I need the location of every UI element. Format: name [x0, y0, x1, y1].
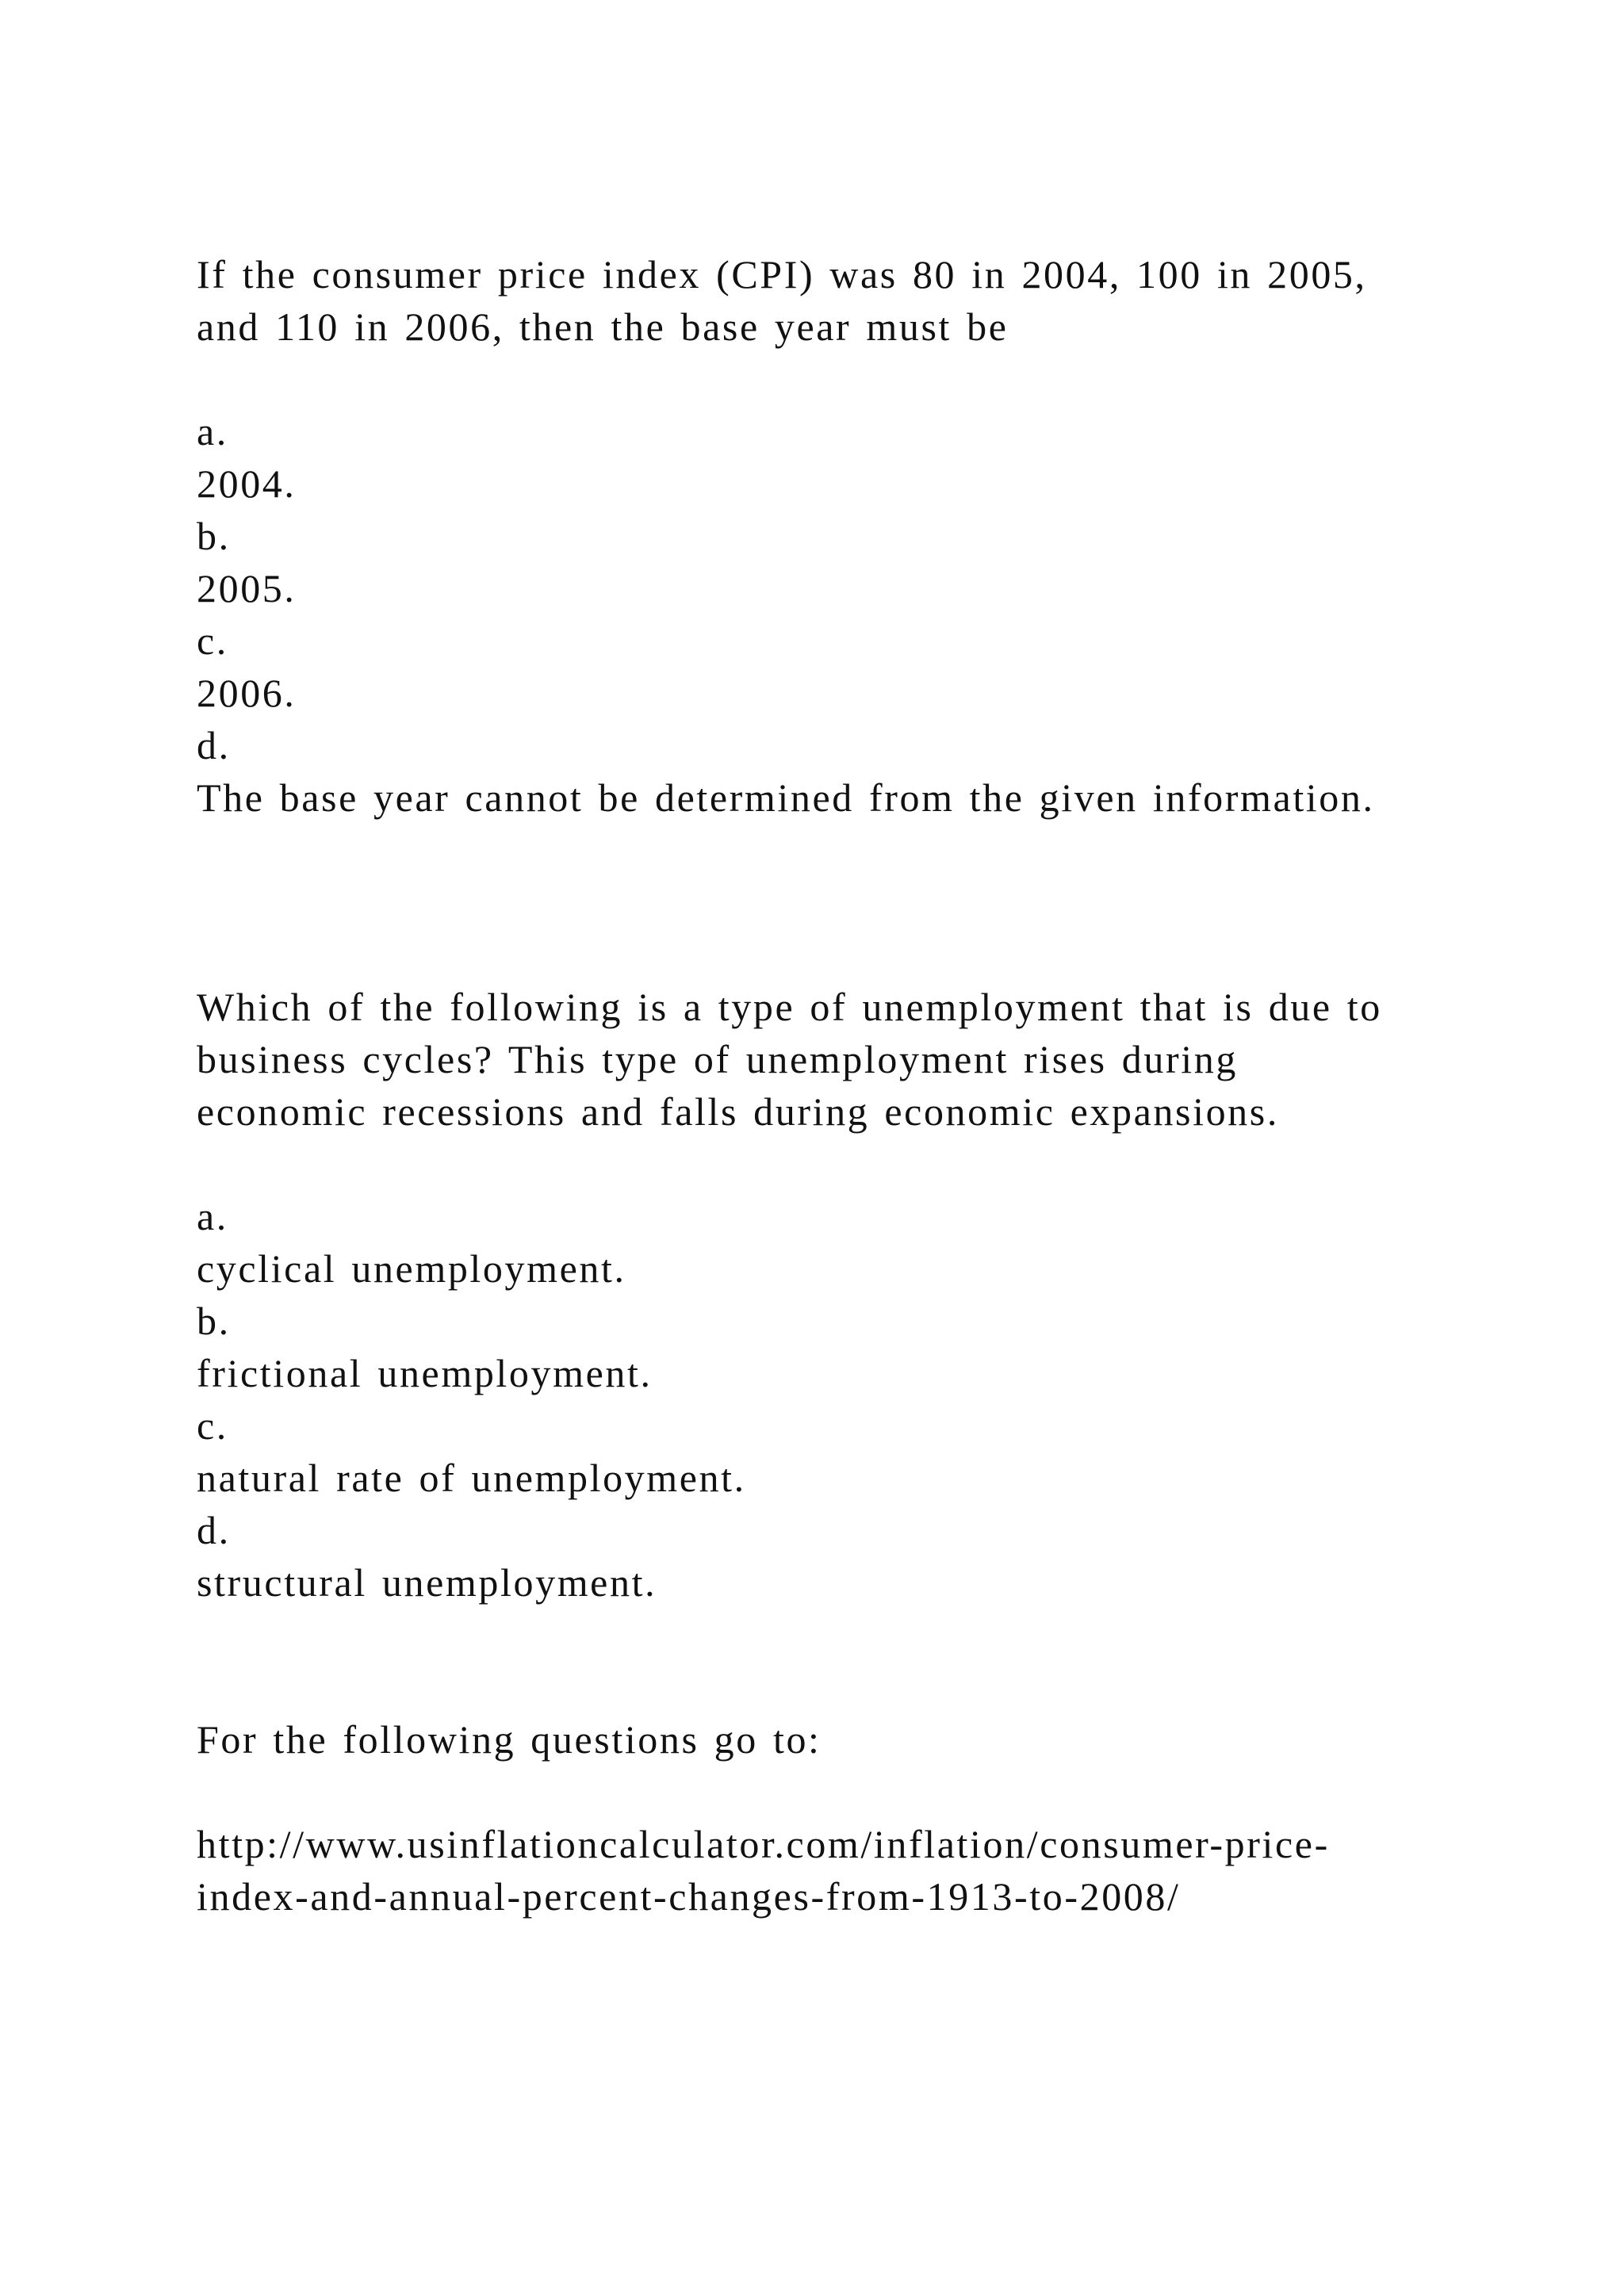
question2-stem-line-3: economic recessions and falls during economic expansions. [197, 1089, 1279, 1134]
question2-option-a-letter: a. [197, 1194, 228, 1238]
question1-option-c-text: 2006. [197, 671, 297, 715]
question2-option-c-text: natural rate of unemployment. [197, 1456, 746, 1500]
instructions-text: For the following questions go to: [197, 1717, 822, 1762]
question2-option-d-letter: d. [197, 1508, 231, 1552]
question2-option-b-text: frictional unemployment. [197, 1351, 653, 1395]
question2-stem-line-2: business cycles? This type of unemployment rises during [197, 1037, 1238, 1081]
instructions-url-line-2: index-and-annual-percent-changes-from-1913-to-2008/ [197, 1874, 1181, 1919]
question2-option-c-letter: c. [197, 1403, 228, 1448]
question1-stem-line-2: and 110 in 2006, then the base year must be [197, 304, 1009, 349]
question1-option-b-text: 2005. [197, 566, 297, 610]
question1-option-a-letter: a. [197, 409, 228, 453]
question2-option-a-text: cyclical unemployment. [197, 1246, 626, 1291]
question1-option-c-letter: c. [197, 618, 228, 663]
question1-stem-line-1: If the consumer price index (CPI) was 80 in 2004, 100 in 2005, [197, 252, 1367, 297]
question1-option-b-letter: b. [197, 514, 231, 558]
question2-option-b-letter: b. [197, 1299, 231, 1343]
question1-option-d-letter: d. [197, 723, 231, 767]
question2-option-d-text: structural unemployment. [197, 1560, 657, 1605]
question2-stem-line-1: Which of the following is a type of unemployment that is due to [197, 985, 1382, 1029]
instructions-url-line-1: http://www.usinflationcalculator.com/inflation/consumer-price- [197, 1822, 1330, 1866]
question1-option-a-text: 2004. [197, 461, 297, 506]
question1-option-d-text: The base year cannot be determined from the given information. [197, 775, 1375, 820]
